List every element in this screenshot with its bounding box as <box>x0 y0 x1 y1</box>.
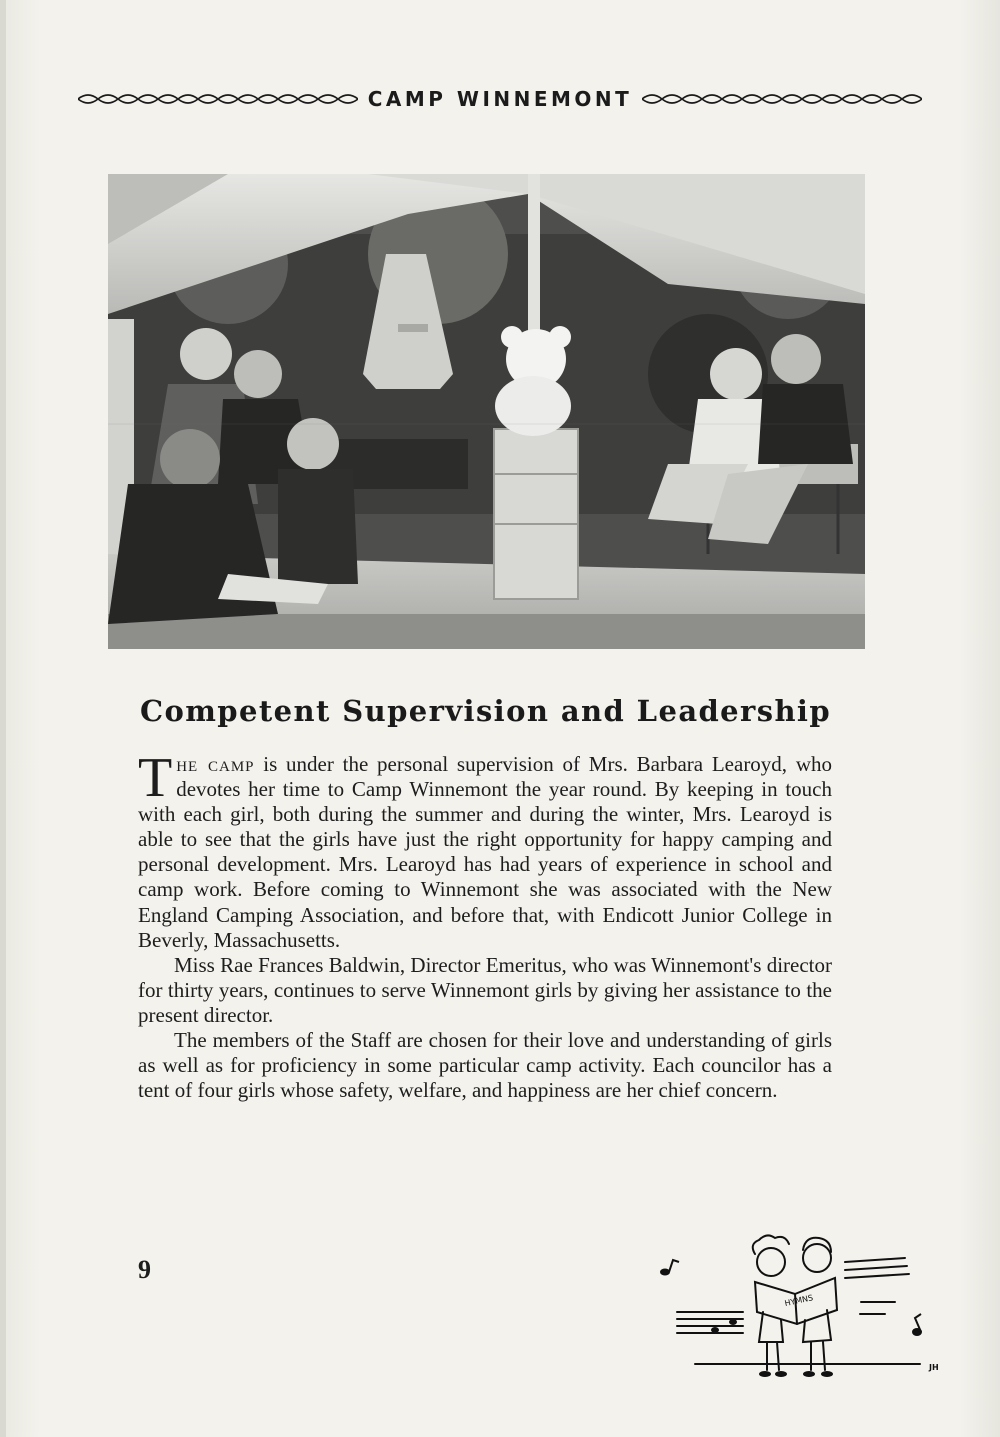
singing-girls-illustration <box>655 1222 955 1392</box>
lead-in-smallcaps: he camp <box>176 752 255 776</box>
section-heading: Competent Supervision and Leadership <box>140 694 832 728</box>
paragraph-1 <box>138 747 832 953</box>
tent-photo <box>108 174 865 649</box>
page-edge <box>0 0 6 1437</box>
paragraph-1-text: is under the personal supervision of Mrs. Barbara Learoyd, who devotes her time to Camp Winnemont the year round. By keeping in touch with each girl, both during the summer and during the winter, Mrs. Learoyd is able to see that the girls have just the right opportunity for happy camping and personal development. Mrs. Learoyd has had years of experience in school and camp work. Before coming to Winnemont she was associated with the New England Camping Association, and before that, with Endicott Junior College in Beverly, Massachusetts. <box>138 752 832 952</box>
running-head <box>80 84 920 114</box>
running-head-title: CAMP WINNEMONT <box>367 87 633 111</box>
page-number: 9 <box>138 1255 151 1284</box>
paragraph-3: The members of the Staff are chosen for their love and understanding of girls as well as for proficiency in some particular camp activity. Each councilor has a tent of four girls whose safety, welfare, and happiness are her chief concern. <box>138 1028 832 1103</box>
right-ornament-icon <box>642 91 922 107</box>
paragraph-2: Miss Rae Frances Baldwin, Director Emeritus, who was Winnemont's director for thirty years, continues to serve Winnemont girls by giving her assistance to the present director. <box>138 952 832 1027</box>
body-text <box>138 747 832 1103</box>
left-ornament-icon <box>78 91 358 107</box>
tent-photo-image <box>108 174 865 649</box>
illustrator-signature: JH <box>929 1363 939 1372</box>
hymn-book-label: HYMNS <box>783 1293 814 1309</box>
drop-cap: T <box>138 747 173 809</box>
